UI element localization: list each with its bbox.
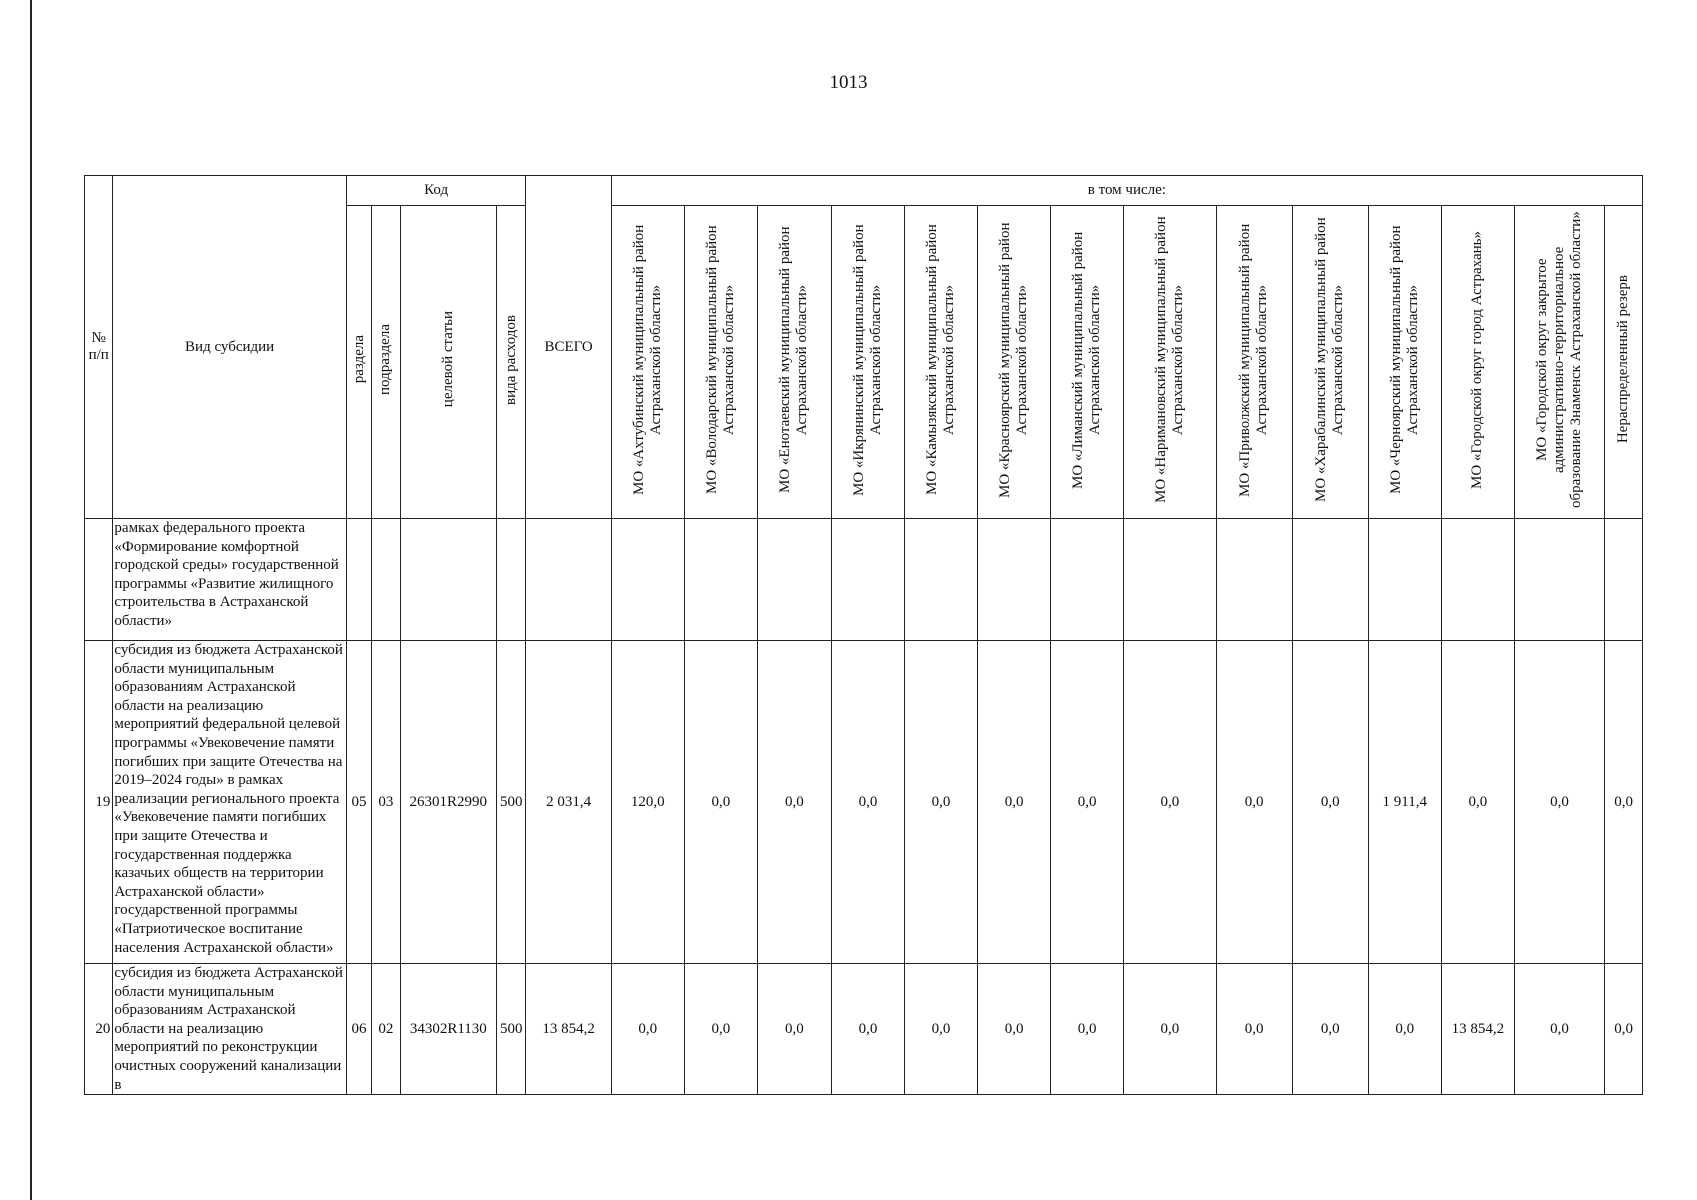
municipality-value: 0,0 (831, 641, 904, 964)
code-section (346, 519, 371, 641)
code-expense-type: 500 (497, 964, 526, 1095)
subsidy-description: рамках федерального проекта «Формирование комфортной городской среды» государственной программы «Развитие жилищного строительства в Астраханской области» (113, 519, 346, 641)
code-expense-type (497, 519, 526, 641)
col-header-municipality: МО «Ахтубинский муниципальный район Астраханской области» (611, 206, 684, 519)
subsidy-description: субсидия из бюджета Астраханской области муниципальным образованиям Астраханской области на реализацию мероприятий по реконструкции очистных сооружений канализации в (113, 964, 346, 1095)
col-header-municipality: МО «Икрянинский муниципальный район Астраханской области» (831, 206, 904, 519)
municipality-value (978, 519, 1051, 641)
code-subsection: 02 (372, 964, 400, 1095)
row-number (85, 519, 113, 641)
municipality-value: 0,0 (1216, 641, 1292, 964)
code-subsection: 03 (372, 641, 400, 964)
col-header-number: № п/п (85, 176, 113, 519)
municipality-value (611, 519, 684, 641)
col-header-including: в том числе: (611, 176, 1642, 206)
municipality-value: 13 854,2 (1441, 964, 1514, 1095)
municipality-value: 0,0 (1368, 964, 1441, 1095)
total-value (526, 519, 611, 641)
col-header-municipality: МО «Черноярский муниципальный район Астраханской области» (1368, 206, 1441, 519)
col-header-code: Код (346, 176, 526, 206)
municipality-value: 0,0 (1051, 964, 1124, 1095)
col-header-section: раздела (346, 206, 371, 519)
municipality-value (1124, 519, 1216, 641)
municipality-value: 0,0 (1124, 964, 1216, 1095)
code-target-article: 34302R1130 (400, 964, 496, 1095)
code-expense-type: 500 (497, 641, 526, 964)
municipality-value: 0,0 (684, 964, 757, 1095)
binding-line (30, 0, 32, 1200)
municipality-value: 0,0 (1514, 641, 1604, 964)
code-section: 05 (346, 641, 371, 964)
municipality-value: 0,0 (904, 964, 977, 1095)
municipality-value: 0,0 (1441, 641, 1514, 964)
row-number: 20 (85, 964, 113, 1095)
code-subsection (372, 519, 400, 641)
col-header-municipality: МО «Володарский муниципальный район Астраханской области» (684, 206, 757, 519)
municipality-value (831, 519, 904, 641)
municipality-value: 0,0 (978, 964, 1051, 1095)
table-row (85, 964, 1643, 1095)
municipality-value: 0,0 (757, 641, 831, 964)
municipality-value: 0,0 (1605, 964, 1643, 1095)
municipality-value (757, 519, 831, 641)
col-header-municipality: МО «Камызякский муниципальный район Астраханской области» (904, 206, 977, 519)
municipality-value (1605, 519, 1643, 641)
col-header-municipality: МО «Харабалинский муниципальный район Астраханской области» (1292, 206, 1368, 519)
subsidy-table (84, 175, 1643, 1095)
total-value: 13 854,2 (526, 964, 611, 1095)
municipality-value: 0,0 (1216, 964, 1292, 1095)
row-number: 19 (85, 641, 113, 964)
col-header-municipality: МО «Красноярский муниципальный район Астраханской области» (978, 206, 1051, 519)
municipality-value: 0,0 (1292, 641, 1368, 964)
municipality-value: 0,0 (1605, 641, 1643, 964)
col-header-municipality: МО «Лиманский муниципальный район Астраханской области» (1051, 206, 1124, 519)
code-section: 06 (346, 964, 371, 1095)
col-header-target-article: целевой статьи (400, 206, 496, 519)
municipality-value: 120,0 (611, 641, 684, 964)
col-header-municipality: Нераспределенный резерв (1605, 206, 1643, 519)
table-row (85, 519, 1643, 641)
code-target-article: 26301R2990 (400, 641, 496, 964)
municipality-value (1051, 519, 1124, 641)
subsidy-description: субсидия из бюджета Астраханской области муниципальным образованиям Астраханской области на реализацию мероприятий федеральной целевой программы «Увековечение памяти погибших при защите Отечества на 2019–2024 годы» в рамках реализации регионального проекта «Увековечение памяти погибших при защите Отечества и государственная поддержка казачьих обществ на территории Астраханской области» государственной программы «Патриотическое воспитание населения Астраханской области» (113, 641, 346, 964)
municipality-value: 1 911,4 (1368, 641, 1441, 964)
col-header-municipality: МО «Приволжский муниципальный район Астраханской области» (1216, 206, 1292, 519)
col-header-municipality: МО «Енотаевский муниципальный район Астраханской области» (757, 206, 831, 519)
municipality-value: 0,0 (831, 964, 904, 1095)
municipality-value: 0,0 (684, 641, 757, 964)
table-row (85, 641, 1643, 964)
total-value: 2 031,4 (526, 641, 611, 964)
col-header-expense-type: вида расходов (497, 206, 526, 519)
municipality-value: 0,0 (1292, 964, 1368, 1095)
municipality-value: 0,0 (904, 641, 977, 964)
col-header-total: ВСЕГО (526, 176, 611, 519)
col-header-municipality: МО «Городской округ город Астрахань» (1441, 206, 1514, 519)
col-header-subsidy-type: Вид субсидии (113, 176, 346, 519)
municipality-value: 0,0 (611, 964, 684, 1095)
code-target-article (400, 519, 496, 641)
page-number: 1013 (829, 72, 868, 93)
municipality-value: 0,0 (978, 641, 1051, 964)
municipality-value: 0,0 (757, 964, 831, 1095)
col-header-municipality: МО «Городской округ закрытое административно-территориальное образование Знаменск Астраханской области» (1514, 206, 1604, 519)
municipality-value (1368, 519, 1441, 641)
municipality-value (1216, 519, 1292, 641)
col-header-municipality: МО «Наримановский муниципальный район Астраханской области» (1124, 206, 1216, 519)
municipality-value (1292, 519, 1368, 641)
col-header-subsection: подраздела (372, 206, 400, 519)
municipality-value (904, 519, 977, 641)
municipality-value: 0,0 (1051, 641, 1124, 964)
municipality-value: 0,0 (1514, 964, 1604, 1095)
municipality-value (684, 519, 757, 641)
municipality-value: 0,0 (1124, 641, 1216, 964)
municipality-value (1441, 519, 1514, 641)
municipality-value (1514, 519, 1604, 641)
